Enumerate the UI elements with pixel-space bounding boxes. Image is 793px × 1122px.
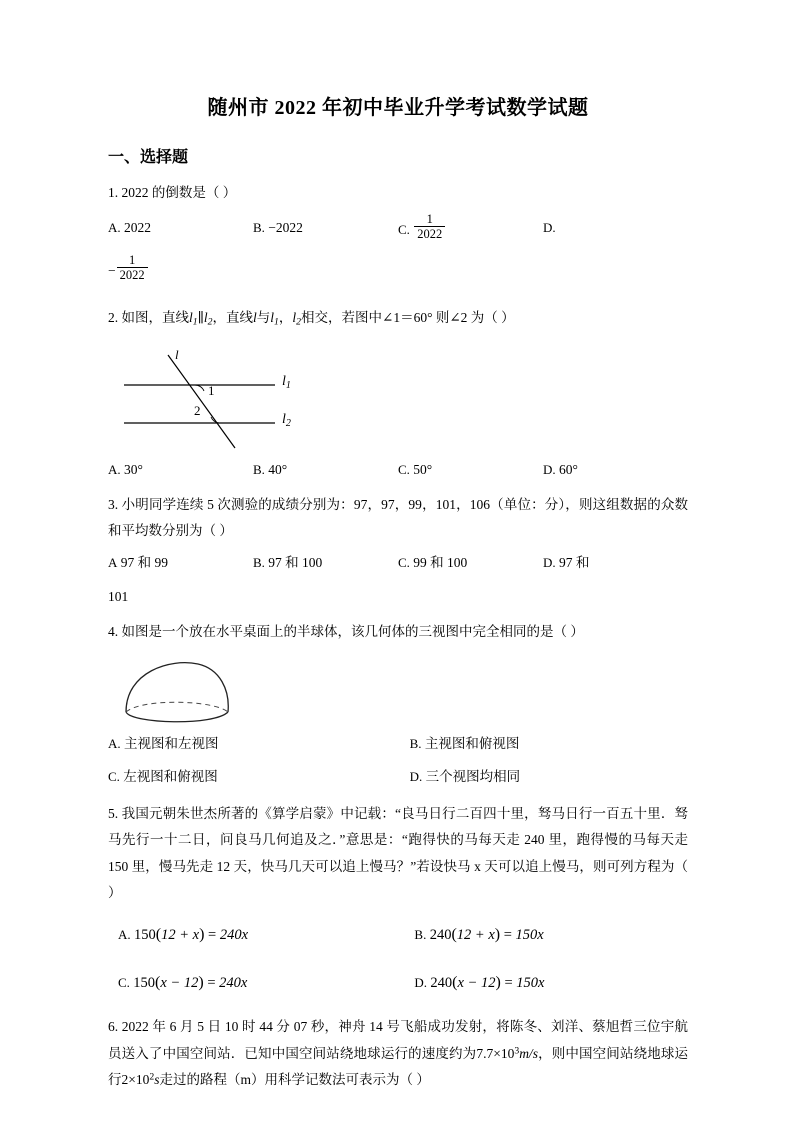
option-1-d-fraction xyxy=(117,253,148,282)
question-3-option-d-wrapped: 101 xyxy=(108,589,129,605)
parallel-lines-svg xyxy=(120,345,340,453)
option-5-d-equation: 240(x − 12) = 150x xyxy=(430,973,545,991)
eq-rhs: 240x xyxy=(219,974,248,991)
option-4-c-letter: C. xyxy=(108,769,120,785)
option-2-b-text: 40° xyxy=(268,461,288,477)
question-3-stem: 3. 小明同学连续 5 次测验的成绩分别为：97，97，99，101，106（单位：分），则这组数据的众数和平均数分别为（ ） xyxy=(108,497,688,539)
option-3-a-letter: A xyxy=(108,554,118,570)
label-line-l1 xyxy=(282,374,291,391)
eq-coefficient: 240 xyxy=(429,927,452,944)
q2-parallel-symbol: ∥ xyxy=(197,310,204,326)
q2-l1: l xyxy=(189,310,193,326)
q6-time-exponent: 2 xyxy=(149,1071,155,1083)
eq-coefficient: 150 xyxy=(133,974,156,991)
eq-inner: 12 + x xyxy=(161,927,200,944)
label-angle-1: 1 xyxy=(208,382,215,398)
option-4-d xyxy=(410,763,688,791)
q6-text-3: 走过的路程（m）用科学记数法可表示为（ ） xyxy=(159,1072,430,1088)
q6-text-1: 6. 2022 年 6 月 5 日 10 时 44 分 07 秒，神舟 14 号飞船成功发射，将陈冬、刘洋、蔡旭哲三位宇航员送入了中国空间站．已知中国空间站绕地球运行的速度约为 xyxy=(108,1019,688,1061)
eq-coefficient: 240 xyxy=(430,974,453,991)
option-1-b-text: −2022 xyxy=(268,220,303,236)
question-2-stem xyxy=(108,305,688,333)
option-5-a-letter: A. xyxy=(118,927,131,943)
hemisphere-svg xyxy=(118,656,248,728)
option-4-b xyxy=(410,730,688,758)
q2-text-5: 相交，若图中∠1＝60° 则∠2 为（ ） xyxy=(301,310,515,326)
eq-inner: 12 + x xyxy=(456,927,495,944)
option-4-c xyxy=(108,763,410,791)
option-3-d-letter: D. xyxy=(543,554,556,570)
option-3-a xyxy=(108,550,253,576)
label-l2-sub: 2 xyxy=(285,417,291,429)
option-2-a xyxy=(108,457,253,483)
option-2-c-text: 50° xyxy=(413,461,433,477)
option-3-b-text: 97 和 100 xyxy=(268,554,323,570)
question-1-stem: 1. 2022 的倒数是（ ） xyxy=(108,184,237,200)
option-3-b xyxy=(253,550,398,576)
option-5-b-letter: B. xyxy=(414,927,427,943)
option-5-c xyxy=(108,964,414,1002)
q2-text-1: 2. 如图，直线 xyxy=(108,310,189,326)
option-1-a-text: 2022 xyxy=(124,220,152,236)
q2-lb-sub: 2 xyxy=(296,316,302,328)
question-4-options-row-1 xyxy=(108,730,688,758)
label-line-l2 xyxy=(282,412,291,429)
question-5-stem: 5. 我国元朝朱世杰所著的《算学启蒙》中记载：“良马日行二百四十里，驽马日行一百五十里．驽马先行一十二日，问良马几何追及之．”意思是：“跑得快的马每天走 240 里，跑得慢的马每天走 150 里，慢马先走 12 天，快马几天可以追上慢马？”若设快马 x 天可以追上慢马，则可列方程为（ ） xyxy=(108,805,688,900)
label-transversal-l: l xyxy=(175,346,179,362)
option-4-b-text: 主视图和俯视图 xyxy=(424,735,520,751)
option-1-c xyxy=(398,211,543,244)
q2-text-4: ， xyxy=(278,310,293,326)
q2-l: l xyxy=(253,310,257,326)
eq-inner: x − 12 xyxy=(160,974,199,991)
question-4-options-row-2 xyxy=(108,763,688,791)
q6-speed-exponent: 3 xyxy=(514,1045,520,1057)
label-l1-sub: 1 xyxy=(285,379,291,391)
option-5-c-equation: 150(x − 12) = 240x xyxy=(133,973,248,991)
q2-text-3: 与 xyxy=(256,310,271,326)
option-1-b-letter: B. xyxy=(253,220,265,236)
question-4-stem: 4. 如图是一个放在水平桌面上的半球体，该几何体的三视图中完全相同的是（ ） xyxy=(108,624,584,640)
option-3-b-letter: B. xyxy=(253,554,265,570)
page-title: 随州市 2022 年初中毕业升学考试数学试题 xyxy=(207,97,589,119)
option-5-c-letter: C. xyxy=(118,974,130,990)
option-4-a-letter: A. xyxy=(108,735,121,751)
eq-inner: x − 12 xyxy=(457,974,496,991)
option-5-b-equation: 240(12 + x) = 150x xyxy=(429,926,544,944)
label-angle-2: 2 xyxy=(194,402,201,418)
q2-lb: l xyxy=(292,310,297,326)
option-2-d-text: 60° xyxy=(559,461,578,477)
hemisphere-base-front xyxy=(126,712,228,722)
option-2-c-letter: C. xyxy=(398,461,410,477)
q6-time-unit: s xyxy=(154,1072,160,1088)
question-1-options xyxy=(108,211,688,244)
option-1-d-letter: D. xyxy=(543,220,556,236)
figure-parallel-lines xyxy=(120,345,688,453)
option-3-c-letter: C. xyxy=(398,554,410,570)
option-4-d-text: 三个视图均相同 xyxy=(425,769,521,785)
option-3-c xyxy=(398,550,543,576)
option-1-b xyxy=(253,215,398,244)
option-2-c xyxy=(398,457,543,483)
label-l1-base: l xyxy=(282,373,286,389)
fraction-denominator: 2022 xyxy=(417,226,443,241)
q2-la-sub: 1 xyxy=(274,316,279,328)
fraction-numerator: 1 xyxy=(117,253,148,268)
option-4-a xyxy=(108,730,410,758)
label-l2-base: l xyxy=(282,411,286,427)
option-1-a xyxy=(108,215,253,244)
option-5-b xyxy=(414,916,688,954)
q6-text-2: ，则中国空间站绕地球运行 xyxy=(108,1045,689,1088)
question-5-options-row-1 xyxy=(108,916,688,954)
fraction-numerator: 1 xyxy=(414,212,445,227)
option-3-d xyxy=(543,550,688,576)
option-1-d xyxy=(543,215,688,244)
option-4-b-letter: B. xyxy=(409,735,422,751)
question-6-stem xyxy=(108,1014,688,1093)
q2-la: l xyxy=(270,310,275,326)
question-3-options xyxy=(108,550,688,576)
q2-l2: l xyxy=(203,310,208,326)
option-4-a-text: 主视图和左视图 xyxy=(124,735,219,751)
q2-l2-sub: 2 xyxy=(207,316,213,328)
eq-rhs: 150x xyxy=(516,974,545,991)
question-5-options-row-2 xyxy=(108,964,688,1002)
option-5-d xyxy=(414,964,688,1002)
option-4-c-text: 左视图和俯视图 xyxy=(123,769,218,785)
option-3-d-text: 97 和 xyxy=(559,554,590,570)
fraction-denominator: 2022 xyxy=(119,267,145,282)
q2-text-2: ，直线 xyxy=(212,310,253,326)
eq-rhs: 240x xyxy=(219,927,249,944)
angle-1-arc xyxy=(195,385,204,391)
q6-speed-unit: m/s xyxy=(519,1045,538,1061)
q2-l1-sub: 1 xyxy=(192,316,198,328)
option-5-a xyxy=(108,916,414,954)
eq-coefficient: 150 xyxy=(134,927,156,944)
page-content xyxy=(108,0,688,1093)
question-1-option-d-wrapped xyxy=(108,252,688,285)
question-2-options xyxy=(108,457,688,483)
option-1-c-letter: C. xyxy=(398,222,410,238)
q6-speed-base: 7.7×10 xyxy=(476,1045,515,1061)
hemisphere-base-back-dashed xyxy=(126,702,228,712)
option-4-d-letter: D. xyxy=(409,769,423,785)
option-5-a-equation: 150(12 + x) = 240x xyxy=(134,926,249,944)
option-2-d-letter: D. xyxy=(543,461,556,477)
option-1-a-letter: A. xyxy=(108,220,121,236)
option-2-a-text: 30° xyxy=(124,461,143,477)
q6-time-base: 2×10 xyxy=(121,1072,150,1088)
option-2-a-letter: A. xyxy=(108,461,121,477)
option-2-b-letter: B. xyxy=(253,461,265,477)
option-3-a-text: 97 和 99 xyxy=(120,554,169,570)
line-transversal xyxy=(168,355,235,448)
option-5-d-letter: D. xyxy=(414,974,428,990)
option-1-c-fraction xyxy=(414,212,445,241)
hemisphere-dome-outline xyxy=(126,662,228,711)
negative-sign: − xyxy=(108,263,116,279)
option-3-c-text: 99 和 100 xyxy=(413,554,468,570)
option-2-b xyxy=(253,457,398,483)
option-2-d xyxy=(543,457,688,483)
section-heading: 一、选择题 xyxy=(108,149,189,166)
figure-hemisphere xyxy=(118,656,688,728)
eq-rhs: 150x xyxy=(515,927,544,944)
